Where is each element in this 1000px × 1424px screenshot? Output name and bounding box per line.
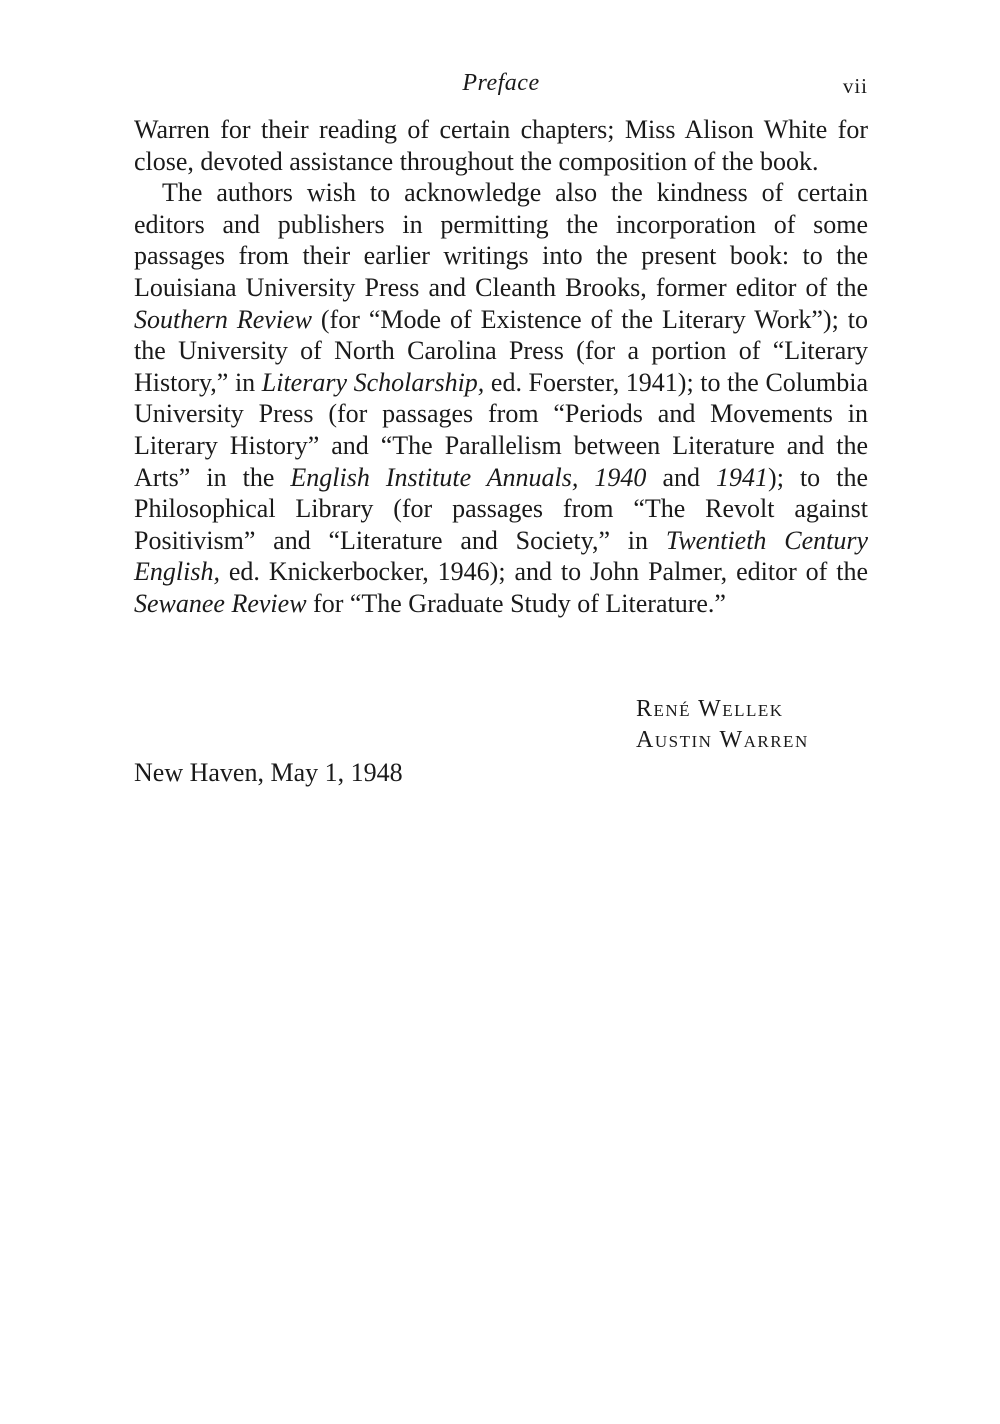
text-run: and bbox=[646, 462, 717, 492]
page-number: vii bbox=[842, 74, 868, 98]
text-run: ); to the Philosophical Library (for passages from “The Revolt against Positivism” and “Literature and Society,” in bbox=[134, 462, 868, 555]
italic-title-text: Southern Review bbox=[134, 304, 312, 334]
text-run: Warren for their reading of certain chapters; Miss Alison White for close, devoted assistance throughout the composition of the book. bbox=[134, 115, 868, 176]
text-run: The authors wish to acknowledge also the kindness of certain editors and publishers in permitting the incorporation of some passages from their earlier writings into the present book: to the Louisiana University Press and Cleanth Brooks, former editor of the bbox=[134, 178, 868, 302]
italic-title-text: English Institute Annuals, 1940 bbox=[290, 462, 647, 492]
italic-title-text: Sewanee Review bbox=[134, 588, 307, 618]
paragraph-acknowledgments bbox=[134, 177, 868, 619]
signature-block bbox=[636, 694, 809, 756]
italic-title-text: Twentieth Century English, bbox=[134, 525, 868, 587]
body-text bbox=[134, 114, 868, 620]
dateline: New Haven, May 1, 1948 bbox=[134, 758, 403, 787]
italic-title-text: 1941 bbox=[716, 462, 769, 492]
signature-rene-wellek: René Wellek bbox=[636, 696, 784, 722]
text-run: for “The Graduate Study of Literature.” bbox=[306, 588, 726, 618]
running-head bbox=[134, 70, 868, 106]
running-head-title: Preface bbox=[462, 70, 540, 96]
signature-austin-warren: Austin Warren bbox=[636, 727, 809, 753]
text-run: ed. Knickerbocker, 1946); and to John Palmer, editor of the bbox=[219, 557, 868, 587]
text-run: (for “Mode of Existence of the Literary Work”); to the University of North Carolina Press (for a portion of “Literary History,” in bbox=[134, 304, 868, 397]
text-run: ed. Foerster, 1941); to the Columbia University Press (for passages from “Periods and Movements in Literary History” and “The Parallelism between Literature and the Arts” in the bbox=[134, 367, 868, 492]
paragraph-continuation bbox=[134, 114, 868, 177]
italic-title-text: Literary Scholarship, bbox=[261, 367, 485, 397]
